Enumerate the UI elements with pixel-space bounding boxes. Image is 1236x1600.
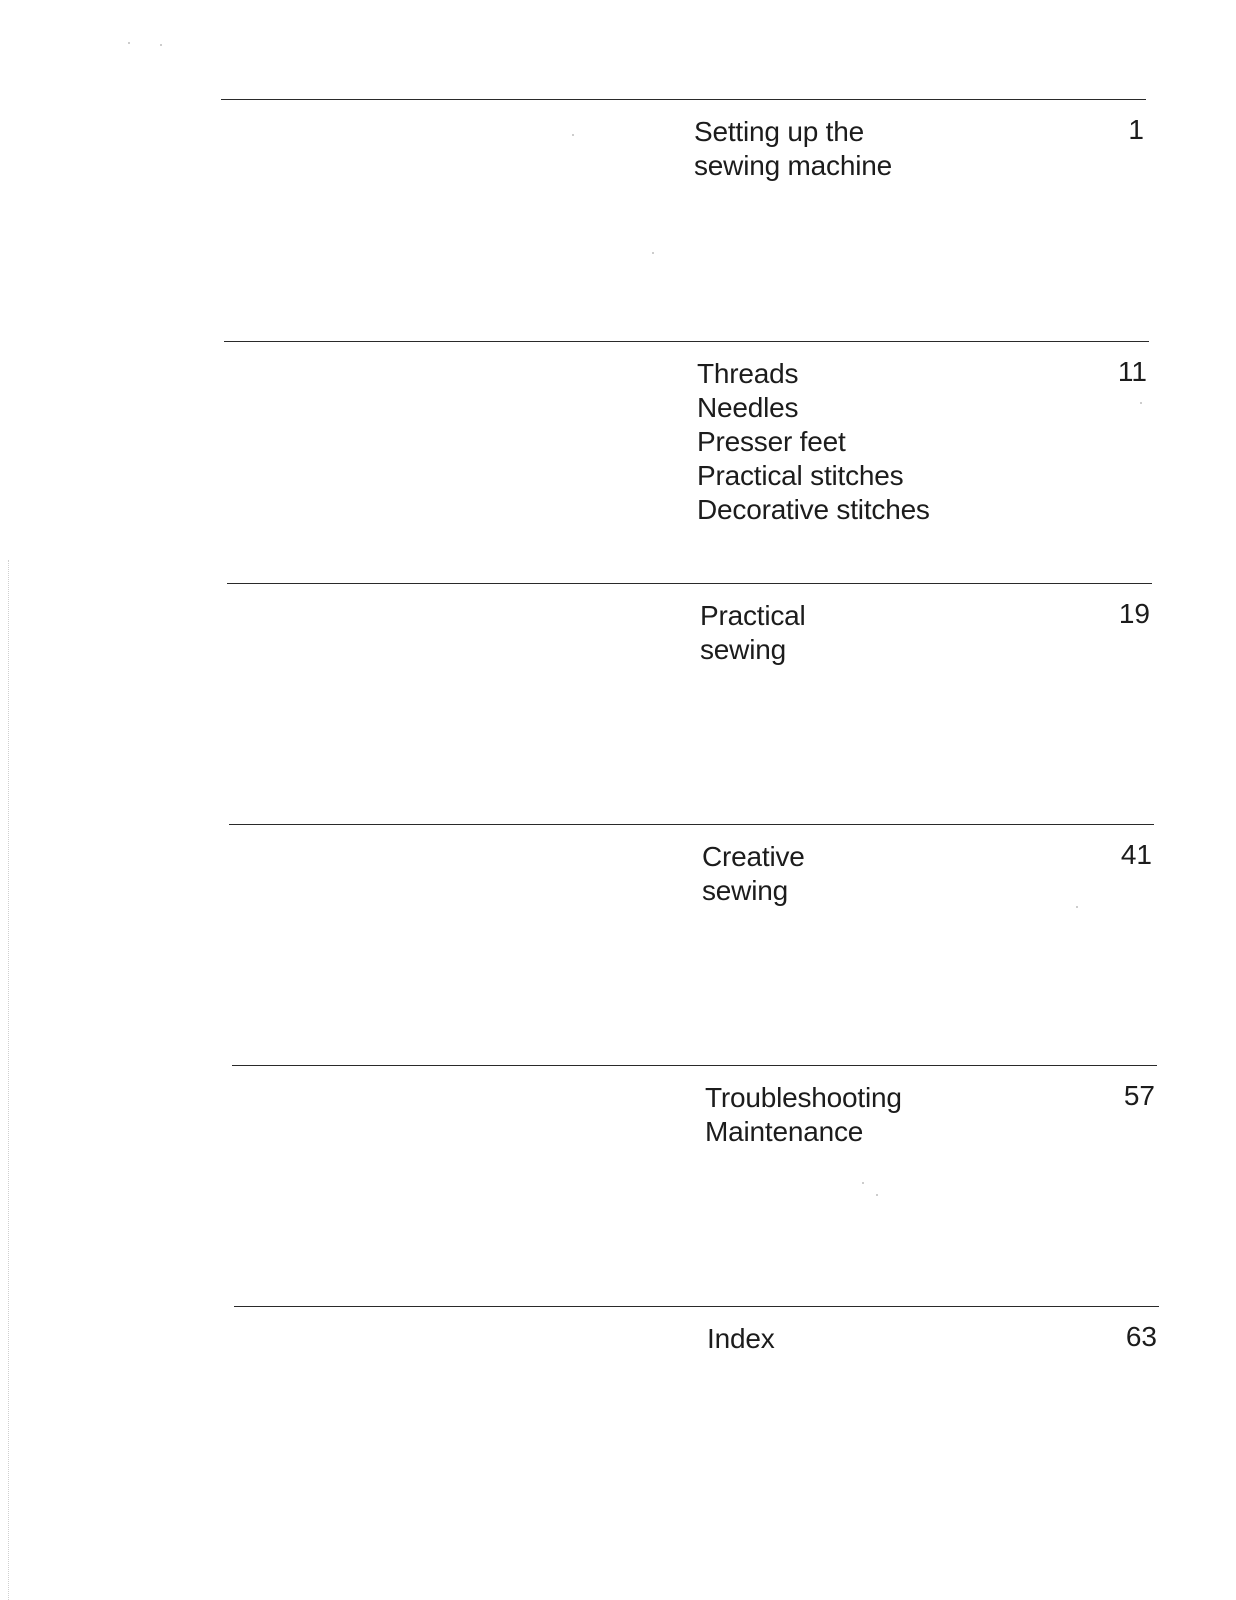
section-divider xyxy=(234,1306,1159,1307)
section-title-line: sewing xyxy=(702,875,788,906)
scan-speck xyxy=(572,134,574,136)
section-divider xyxy=(229,824,1154,825)
section-page-number: 19 xyxy=(1118,598,1150,629)
section-title-line: sewing xyxy=(700,634,786,665)
scan-speck xyxy=(1140,402,1142,404)
scan-speck xyxy=(652,252,654,254)
section-page-number: 57 xyxy=(1123,1080,1155,1111)
scan-speck xyxy=(862,1182,864,1184)
section-title-line: Practical xyxy=(700,600,806,631)
section-divider xyxy=(227,583,1152,584)
section-divider xyxy=(224,341,1149,342)
section-title-line: Needles xyxy=(697,392,799,423)
section-divider xyxy=(232,1065,1157,1066)
scan-speck xyxy=(160,44,162,46)
scan-speck xyxy=(128,42,130,44)
section-title-line: Setting up the xyxy=(694,116,864,147)
section-title-line: Maintenance xyxy=(705,1116,864,1147)
scan-speck xyxy=(876,1194,878,1196)
section-titles xyxy=(694,115,892,183)
section-title-line: Threads xyxy=(697,358,799,389)
section-title-line: Troubleshooting xyxy=(705,1082,902,1113)
scan-speck xyxy=(1076,906,1078,908)
section-page-number: 11 xyxy=(1117,356,1147,387)
section-titles xyxy=(697,357,930,527)
section-titles xyxy=(702,840,805,908)
section-page-number: 1 xyxy=(1128,114,1144,145)
section-title-line: Creative xyxy=(702,841,805,872)
section-titles xyxy=(705,1081,902,1149)
section-page-number: 63 xyxy=(1125,1321,1157,1352)
scan-edge-marks xyxy=(8,560,9,1600)
section-title-line: Practical stitches xyxy=(697,460,904,491)
section-title-line: Decorative stitches xyxy=(697,494,930,525)
section-titles xyxy=(707,1322,775,1356)
section-divider xyxy=(221,99,1146,100)
section-title-line: Index xyxy=(707,1323,775,1354)
section-title-line: Presser feet xyxy=(697,426,846,457)
section-title-line: sewing machine xyxy=(694,150,892,181)
section-page-number: 41 xyxy=(1120,839,1152,870)
section-titles xyxy=(700,599,806,667)
